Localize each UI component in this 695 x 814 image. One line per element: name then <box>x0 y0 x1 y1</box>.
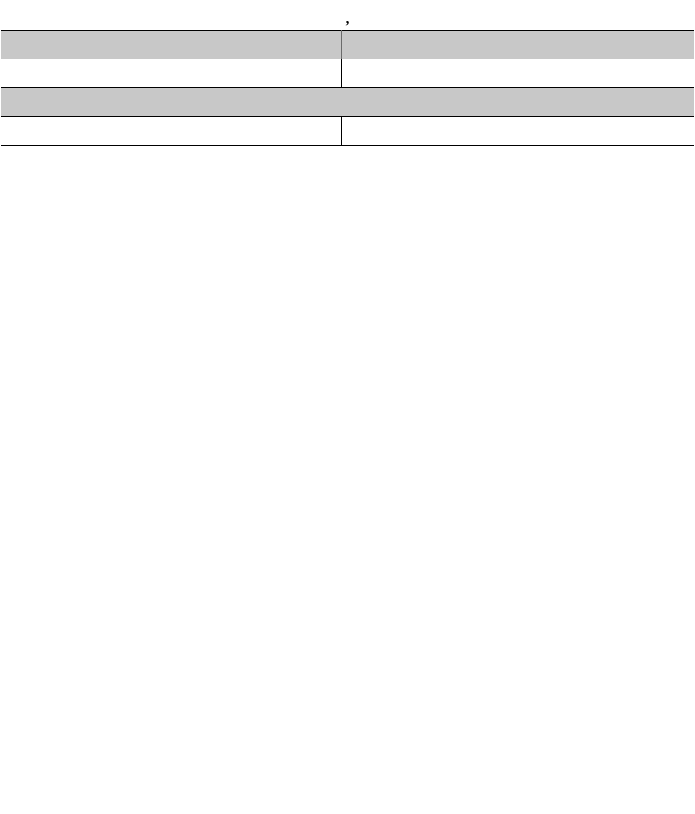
col-mz-exp-3 <box>257 117 341 146</box>
col-composition-3 <box>49 117 179 146</box>
col-mz-th-3 <box>179 117 257 146</box>
col-composition-4 <box>391 117 537 146</box>
col-mz-exp <box>257 59 341 88</box>
column-header-row <box>1 59 694 88</box>
ion-table <box>1 30 694 146</box>
col-composition-2 <box>391 59 537 88</box>
alpha-internal-section <box>1 31 694 88</box>
alpha-section-header <box>1 31 341 60</box>
internal-section-header <box>341 31 694 60</box>
omega-section <box>1 88 694 146</box>
omega-header-row <box>1 88 694 117</box>
col-mz-th-2 <box>537 59 616 88</box>
col-mz-exp-2 <box>616 59 694 88</box>
col-mz-exp-4 <box>616 117 694 146</box>
section-header-row <box>1 31 694 60</box>
col-composition <box>49 59 179 88</box>
table-title: , <box>345 11 350 27</box>
column-header-row-2 <box>1 117 694 146</box>
omega-section-header <box>1 88 694 117</box>
col-mz-th <box>179 59 257 88</box>
col-mz-th-4 <box>537 117 616 146</box>
